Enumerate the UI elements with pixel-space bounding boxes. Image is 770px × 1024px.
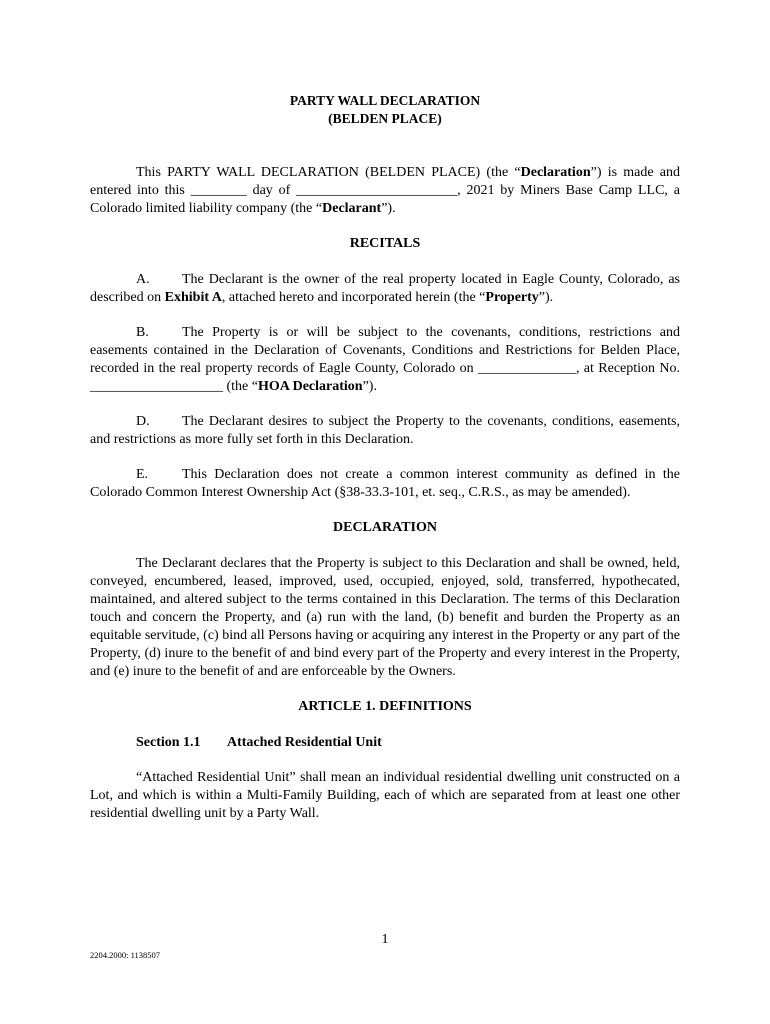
recital-a-text-1: The Declarant is the owner of the real property located in Eagle County, Colorado, as described on [90,272,680,305]
recital-d [90,413,680,449]
article-1-heading: ARTICLE 1. DEFINITIONS [298,699,472,714]
section-number: Section 1.1 [136,735,201,750]
recital-b-text-2: ”). [362,379,377,394]
section-1-1-text: “Attached Residential Unit” shall mean an individual residential dwelling unit constructed on a Lot, and which is within a Multi-Family Building, each of which are separated from at least one other residential dwelling unit by a Party Wall. [90,770,680,821]
recital-a [90,271,680,307]
recital-a-letter: A. [136,272,150,287]
recital-b [90,324,680,396]
intro-text-1: This PARTY WALL DECLARATION (BELDEN PLACE) (the “ [136,165,521,180]
defined-term-hoa-declaration: HOA Declaration [257,379,363,394]
section-1-1-heading [90,734,680,752]
page-number: 1 [381,932,389,947]
recital-a-text-3: ”). [538,290,554,305]
recital-d-letter: D. [136,414,150,429]
recital-b-text-1: The Property is or will be subject to the covenants, conditions, restrictions and easements contained in the Declaration of Covenants, Conditions and Restrictions for Belden Place, recorded in the real property records of Eagle County, Colorado on ______________, at Reception No. ___________________ (the “ [90,325,680,394]
intro-paragraph [90,164,680,218]
intro-text-3: ”). [381,201,396,216]
title-line-2: (BELDEN PLACE) [328,111,442,126]
document-title [90,92,680,128]
defined-term-property: Property [485,290,539,305]
document-page [90,92,680,823]
declaration-paragraph: The Declarant declares that the Property is subject to this Declaration and shall be owned, held, conveyed, encumbered, leased, improved, used, occupied, enjoyed, sold, transferred, hypothecated, maintained, and altered subject to the terms contained in this Declaration. The terms of this Declaration touch and concern the Property, and (a) run with the land, (b) benefit and burden the Property as an equitable servitude, (c) bind all Persons having or acquiring any interest in the Property or any part of the Property, (d) inure to the benefit of and bind every part of the Property and every interest in the Property, and (e) inure to the benefit of and are enforceable by the Owners. [90,556,680,679]
recitals-heading: RECITALS [349,236,421,251]
recital-e-letter: E. [136,467,149,482]
recital-e [90,466,680,502]
recital-b-letter: B. [136,325,149,340]
declaration-heading: DECLARATION [333,520,437,535]
exhibit-a-reference: Exhibit A [164,290,222,305]
recital-d-text: The Declarant desires to subject the Property to the covenants, conditions, easements, and restrictions as more fully set forth in this Declaration. [90,414,680,447]
defined-term-declaration: Declaration [520,165,591,180]
recital-a-text-2: , attached hereto and incorporated herein (the “ [221,290,486,305]
defined-term-declarant: Declarant [322,201,382,216]
title-line-1: PARTY WALL DECLARATION [289,93,481,108]
section-title: Attached Residential Unit [227,735,382,750]
recital-e-text: This Declaration does not create a common interest community as defined in the Colorado Common Interest Ownership Act (§38-33.3-101, et. seq., C.R.S., as may be amended). [90,467,680,500]
intro-text-2: ”) is made and entered into this ________ day of _______________________, 2021 by Miners Base Camp LLC, a Colorado limited liability company (the “ [90,165,681,216]
document-id: 2204.2000: 1138507 [90,950,161,960]
